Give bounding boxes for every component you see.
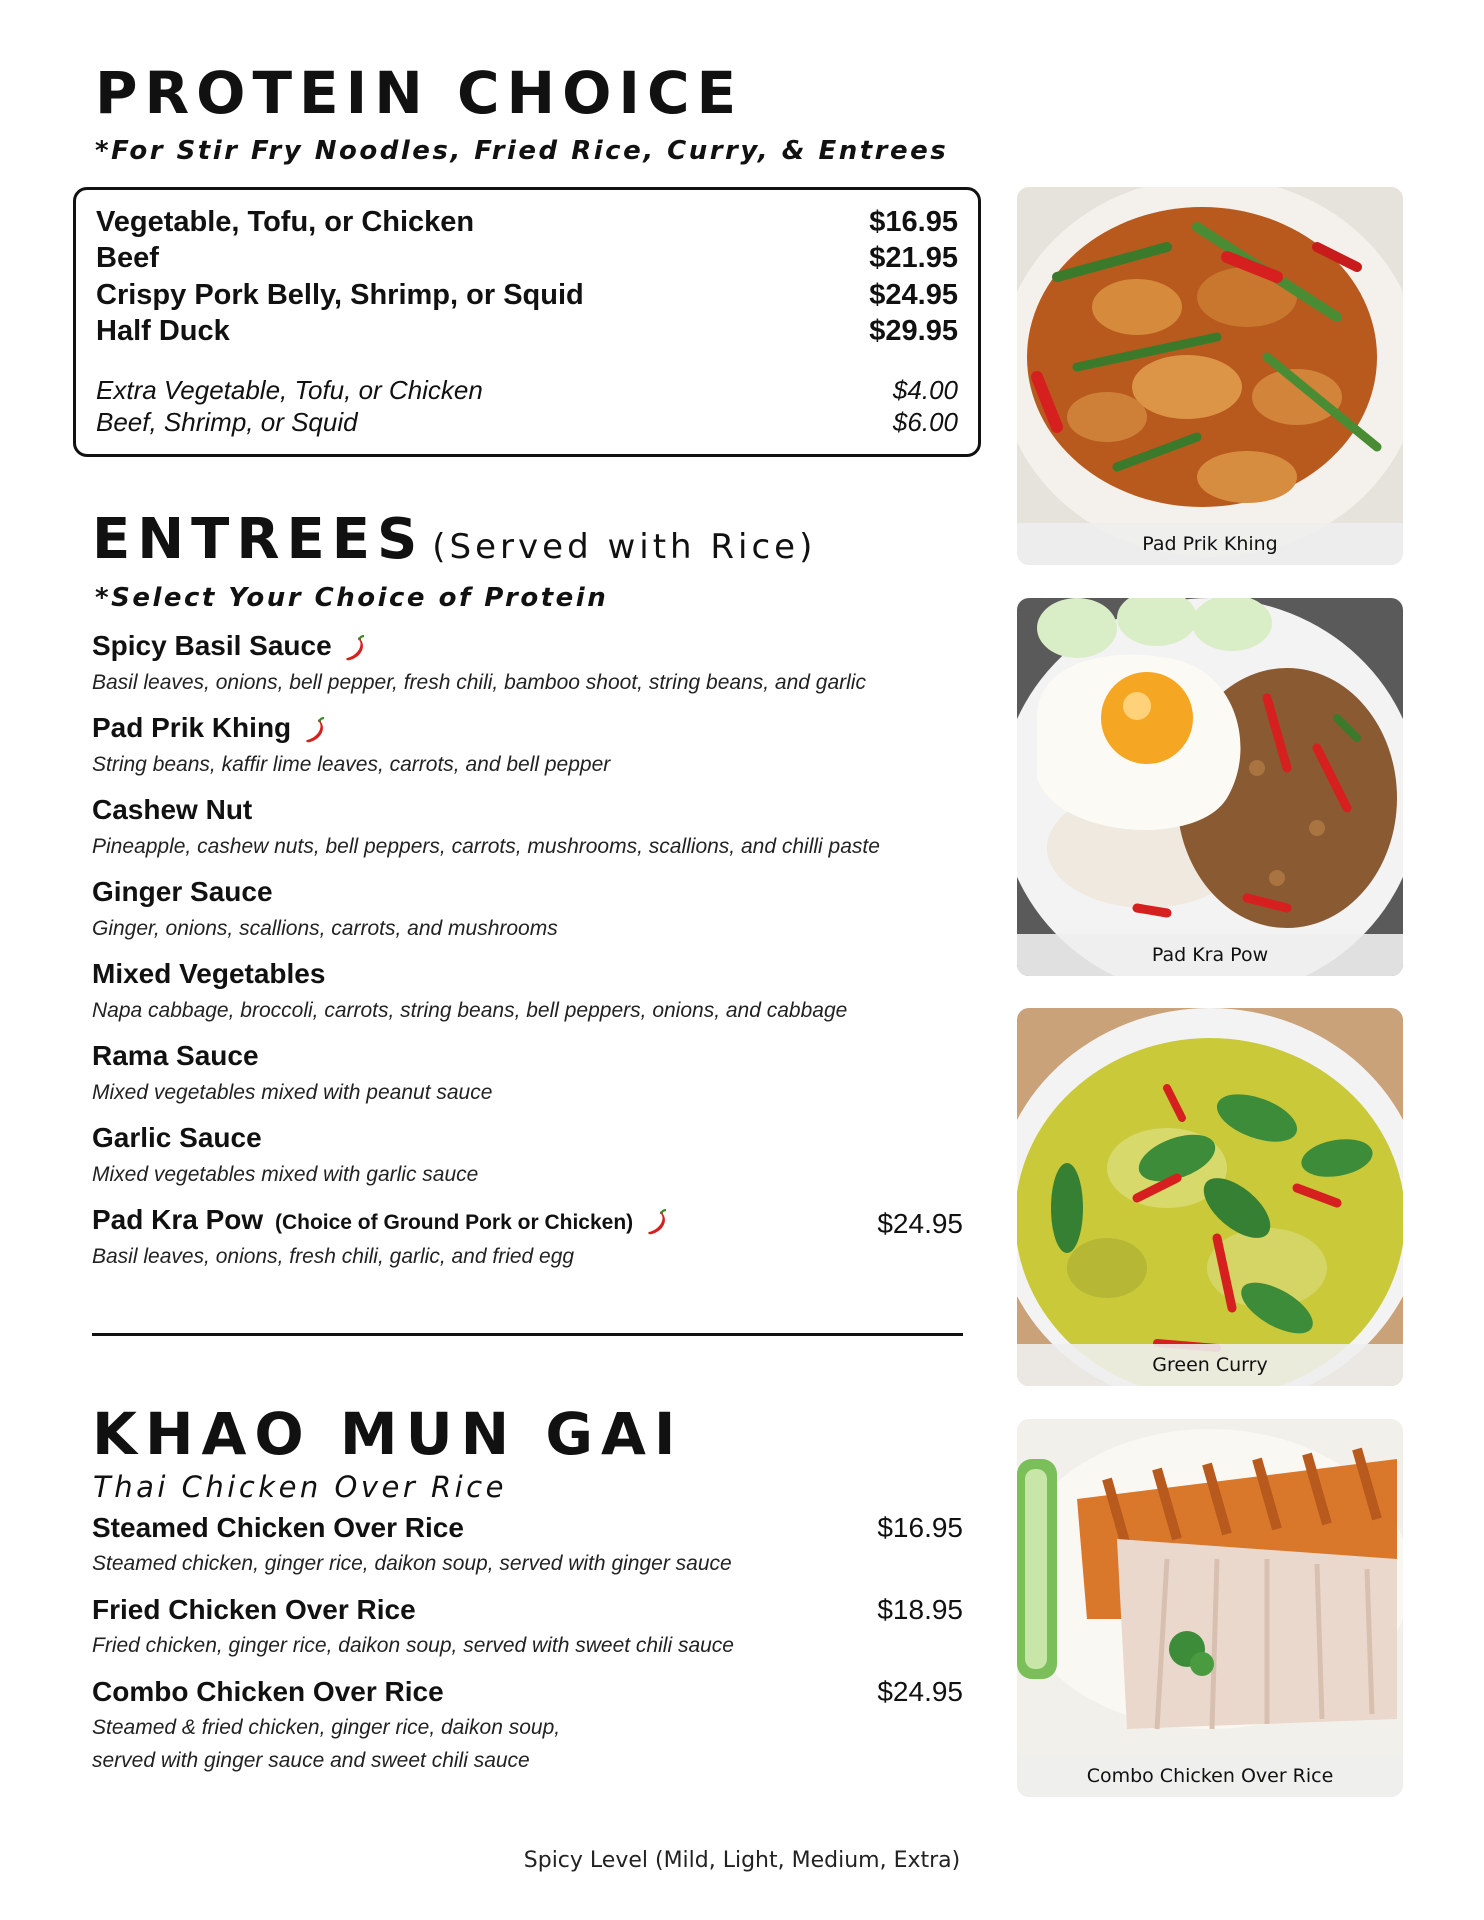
protein-subtitle: *For Stir Fry Noodles, Fried Rice, Curry, & Entrees [95, 136, 949, 166]
chicken-rice-price: $16.95 [877, 1512, 963, 1543]
protein-option-label: Beef [96, 242, 159, 274]
protein-option-label: Crispy Pork Belly, Shrimp, or Squid [96, 279, 584, 311]
entrees-title-note: (Served with Rice) [432, 527, 817, 567]
green-curry-photo [1017, 1008, 1403, 1386]
entree-description: Basil leaves, onions, fresh chili, garlic, and fried egg [92, 1245, 575, 1268]
entree-name-note: (Choice of Ground Pork or Chicken) [274, 1211, 634, 1234]
rice-fried-egg-photo [1017, 598, 1403, 976]
spicy-level-note: Spicy Level (Mild, Light, Medium, Extra) [523, 1848, 961, 1873]
chili-pepper-icon [645, 1209, 669, 1235]
entree-price: $24.95 [877, 1208, 963, 1239]
protein-extra-label: Beef, Shrimp, or Squid [96, 407, 358, 437]
chicken-rice-description: Steamed & fried chicken, ginger rice, daikon soup, [92, 1716, 561, 1739]
photo-caption: Combo Chicken Over Rice [1017, 1755, 1403, 1797]
protein-option-price: $16.95 [869, 206, 958, 238]
chicken-rice-price: $18.95 [877, 1594, 963, 1625]
entree-name-text: Pad Prik Khing [92, 712, 292, 743]
stir-fry-photo [1017, 187, 1403, 565]
entree-name-text: Spicy Basil Sauce [92, 630, 332, 661]
protein-title: PROTEIN CHOICE [95, 59, 744, 127]
chicken-rice-description: Fried chicken, ginger rice, daikon soup, served with sweet chili sauce [92, 1634, 734, 1657]
chili-pepper-icon [343, 635, 367, 661]
entrees-title: ENTREES [92, 507, 425, 572]
protein-option-row [96, 240, 958, 276]
khao-mun-gai-title: KHAO MUN GAI [92, 1400, 684, 1468]
entree-description: Mixed vegetables mixed with peanut sauce [92, 1081, 493, 1104]
khao-mun-gai-subtitle: Thai Chicken Over Rice [93, 1470, 507, 1504]
protein-option-price: $29.95 [869, 315, 958, 347]
protein-extra-row [96, 374, 958, 406]
entree-description: Pineapple, cashew nuts, bell peppers, carrots, mushrooms, scallions, and chilli paste [92, 835, 880, 858]
chicken-rice-description: Steamed chicken, ginger rice, daikon soup, served with ginger sauce [92, 1552, 732, 1575]
section-divider [92, 1333, 963, 1336]
entrees-heading [92, 507, 817, 572]
entree-description: String beans, kaffir lime leaves, carrots, and bell pepper [92, 753, 611, 776]
protein-option-row [96, 313, 958, 349]
photo-caption: Pad Prik Khing [1017, 523, 1403, 565]
chili-pepper-icon [303, 717, 327, 743]
entree-name: Garlic Sauce [92, 1122, 262, 1153]
entree-name: Cashew Nut [92, 794, 253, 825]
chicken-rice-name: Combo Chicken Over Rice [92, 1676, 444, 1707]
protein-extra-label: Extra Vegetable, Tofu, or Chicken [96, 375, 483, 405]
protein-option-price: $21.95 [869, 242, 958, 274]
photo-caption: Green Curry [1017, 1344, 1403, 1386]
entree-description: Mixed vegetables mixed with garlic sauce [92, 1163, 479, 1186]
entree-name [92, 1206, 669, 1235]
entree-description: Ginger, onions, scallions, carrots, and mushrooms [92, 917, 558, 940]
entree-name [92, 714, 327, 743]
entree-name: Rama Sauce [92, 1040, 259, 1071]
protein-extra-row [96, 406, 958, 438]
entree-description: Napa cabbage, broccoli, carrots, string beans, bell peppers, onions, and cabbage [92, 999, 848, 1022]
protein-extra-price: $6.00 [892, 407, 958, 437]
protein-extra-price: $4.00 [892, 375, 958, 405]
chicken-rice-photo [1017, 1419, 1403, 1797]
entree-name-text: Pad Kra Pow [92, 1204, 264, 1235]
chicken-rice-description: served with ginger sauce and sweet chili sauce [92, 1749, 530, 1772]
chicken-rice-name: Steamed Chicken Over Rice [92, 1512, 464, 1543]
protein-option-label: Half Duck [96, 315, 230, 347]
protein-option-row [96, 204, 958, 240]
chicken-rice-name: Fried Chicken Over Rice [92, 1594, 416, 1625]
entrees-subtitle: *Select Your Choice of Protein [95, 583, 609, 613]
protein-option-label: Vegetable, Tofu, or Chicken [96, 206, 475, 238]
entree-name [92, 632, 367, 661]
photo-caption: Pad Kra Pow [1017, 934, 1403, 976]
chicken-rice-price: $24.95 [877, 1676, 963, 1707]
entree-name: Ginger Sauce [92, 876, 273, 907]
entree-name: Mixed Vegetables [92, 958, 326, 989]
protein-option-row [96, 277, 958, 313]
protein-option-price: $24.95 [869, 279, 958, 311]
protein-price-box [73, 187, 981, 457]
entree-description: Basil leaves, onions, bell pepper, fresh chili, bamboo shoot, string beans, and garlic [92, 671, 866, 694]
